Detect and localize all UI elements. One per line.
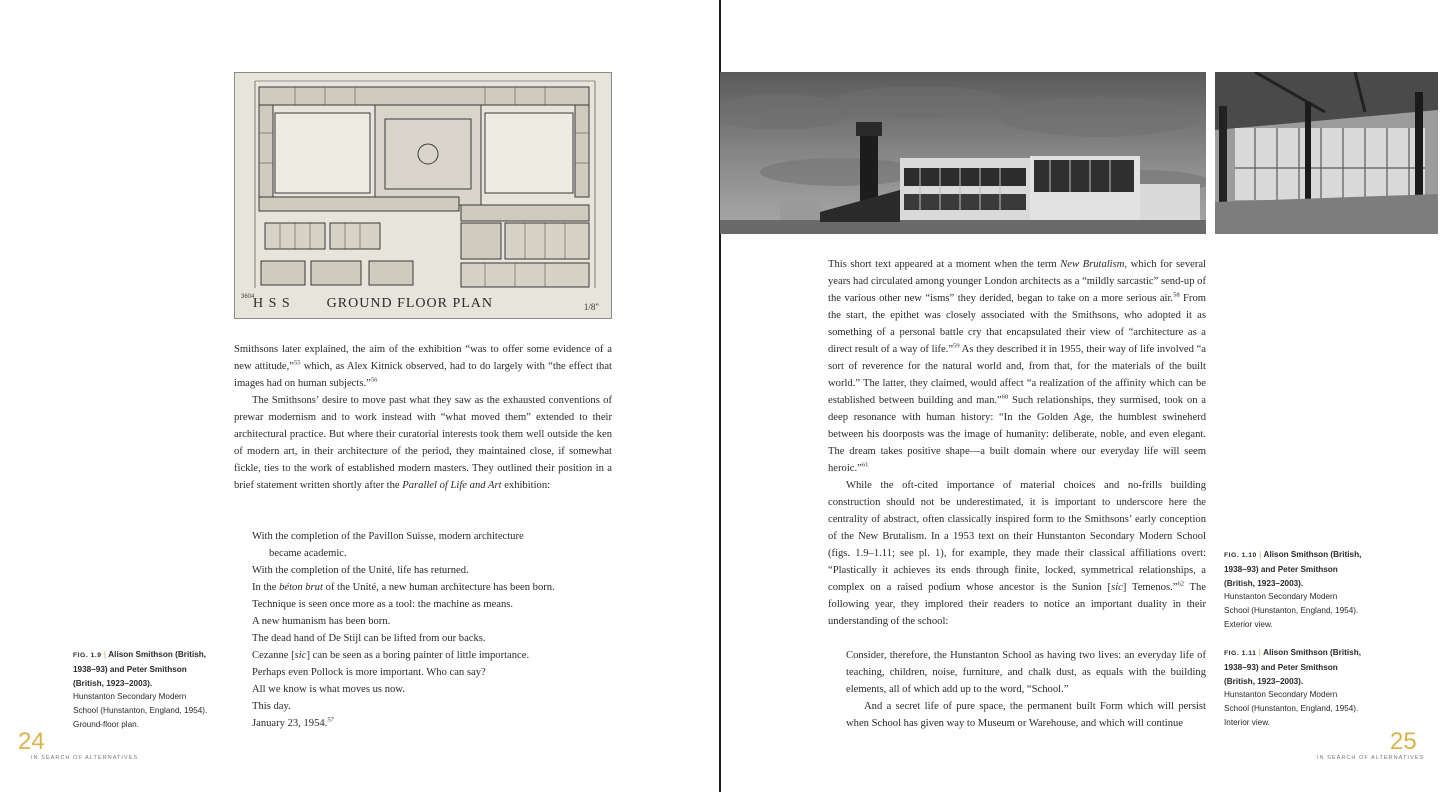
footnote-62[interactable]: 62 bbox=[1177, 580, 1184, 588]
folio-right: 25 bbox=[1390, 728, 1417, 755]
caption-fig-1-10: FIG. 1.10 | Alison Smithson (British, 1938–93) and Peter Smithson (British, 1923–2003). Hunstanton Secondary Modern School (Hunstanton, England, 1954). Exterior view. bbox=[1224, 550, 1362, 629]
plan-scale: 1/8" bbox=[583, 302, 599, 312]
exterior-photo bbox=[720, 72, 1206, 234]
footnote-56[interactable]: 56 bbox=[370, 376, 378, 384]
interior-photo-image bbox=[1215, 72, 1438, 234]
caption-fig-1-11: FIG. 1.11 | Alison Smithson (British, 1938–93) and Peter Smithson (British, 1923–2003). Hunstanton Secondary Modern School (Hunstanton, England, 1954). Interior view. bbox=[1224, 648, 1361, 727]
right-block-quote: Consider, therefore, the Hunstanton School as having two lives: an everyday life of teaching, children, noise, furniture, and chalk dust, as equals with the building elements, all of which add up to the word, “School.” And a secret life of pure space, the permanent built Form which will persist when School has given way to Museum or Warehouse, and which will continue bbox=[846, 650, 1206, 729]
exterior-photo-image bbox=[720, 72, 1206, 234]
footnote-60[interactable]: 60 bbox=[1001, 393, 1009, 401]
left-paragraph-1: Smithsons later explained, the aim of the exhibition “was to offer some evidence of a new attitude,”$^{55}$ which, as Alex Kitnick observed, had to do largely with “the effect that images had on human subjects.”$^{56}$ bbox=[234, 344, 612, 389]
interior-photo bbox=[1215, 72, 1438, 234]
footnote-57[interactable]: 57 bbox=[327, 716, 334, 724]
floor-plan-figure bbox=[234, 72, 612, 319]
folio-left: 24 bbox=[18, 728, 45, 755]
footnote-59[interactable]: 59 bbox=[953, 342, 960, 350]
left-body-text bbox=[234, 341, 612, 494]
right-paragraph-1: This short text appeared at a moment when the term New Brutalism, which for several years had circulated among younger London architects as a “mildly sarcastic” send-up of the various other new “isms” they derided, began to take on a more serious air.$^{58}$ From the start, the epithet was closely associated with the Smithsons, who adopted it as something of a personal battle cry that encapsulated their view of “architecture as a direct result of a way of life.”$^{59}$ As they described it in 1955, their way of life involved “a sort of reverence for the natural world and, from that, for the materials of the built world.” The latter, they claimed, would affect “a realization of the affinity which can be established between building and man.”$^{60}$ Such relationships, they surmised, took on a deep resonance with human history: “In the Golden Age, the humblest swineherd between his doorposts was the image of humanity: deliberate, noble, and even elegant. The dream takes positive shape—a built domain where our everyday life will seem heroic.”$^{61}$ bbox=[828, 259, 1206, 474]
left-paragraph-2: The Smithsons’ desire to move past what they saw as the exhausted conventions of prewar modernism and to work instead with “what moved them” extended to their architectural practice. But where their curatorial interests took them well outside the ken of modern art, in their architecture of the period, they maintained close, if somewhat fickle, ties to the work of established modern masters. They outlined their position in a brief statement written shortly after the Parallel of Life and Art exhibition: bbox=[234, 395, 612, 491]
running-head-right: IN SEARCH OF ALTERNATIVES bbox=[1317, 755, 1425, 761]
footnote-58[interactable]: 58 bbox=[1173, 291, 1180, 299]
footnote-61[interactable]: 61 bbox=[861, 461, 869, 469]
plan-number: 3604 bbox=[241, 294, 255, 300]
running-head-left: IN SEARCH OF ALTERNATIVES bbox=[31, 755, 139, 761]
right-body-text bbox=[828, 256, 1206, 630]
right-paragraph-2: While the oft-cited importance of material choices and no-frills building construction should not be underestimated, it is important to underscore here the centrality of abstract, often classically inspired form to the Smithsons’ early conception of the New Brutalism. In a 1953 text on their Hunstanton Secondary Modern School (figs. 1.9–1.11; see pl. 1), for example, they made their classical affiliations overt: “Plastically it achieves its ends through finite, locked, symmetrical relationships, a complex on a raised podium whose ancestor is the Sunion [sic] Temenos.”$^{62}$ The following year, they implored their readers to notice an important duality in their understanding of the school: bbox=[828, 480, 1206, 627]
footnote-55[interactable]: 55 bbox=[294, 359, 301, 367]
left-block-quote: With the completion of the Pavillon Suisse, modern architecture became academic. With the completion of the Unité, life has returned. In the béton brut of the Unité, a new human architecture has been born. Technique is seen once more as a tool: the machine as means. A new humanism has been born. The dead hand of De Stijl can be lifted from our backs. Cezanne [sic] can be seen as a boring painter of little importance. Perhaps even Pollock is more important. Who can say? All we know is what moves us now. This day. January 23, 1954.57 bbox=[252, 531, 555, 729]
plan-title: H S S GROUND FLOOR PLAN bbox=[253, 296, 494, 311]
caption-fig-1-9: FIG. 1.9 | Alison Smithson (British, 1938–93) and Peter Smithson (British, 1923–2003). Hunstanton Secondary Modern School (Hunstanton, England, 1954). Ground-floor plan. bbox=[73, 650, 208, 729]
floor-plan-drawing bbox=[235, 73, 611, 318]
